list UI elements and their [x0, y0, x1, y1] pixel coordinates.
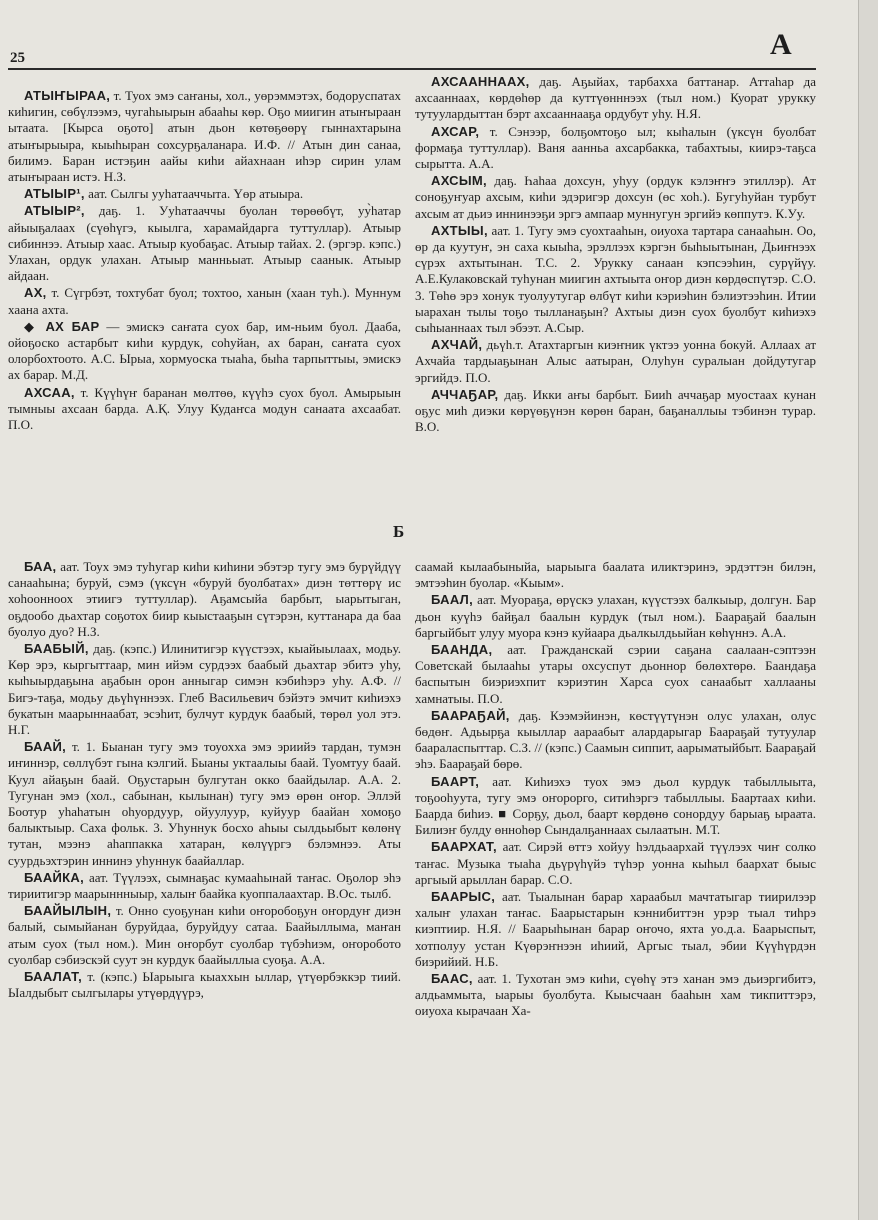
- entry-headword: АТЫЫР¹,: [24, 186, 85, 202]
- entry-headword: БАА,: [24, 559, 57, 574]
- dictionary-entry: [415, 124, 816, 173]
- entry-definition: аат. Муораҕа, өрүскэ улахан, күүстээх балкыыр, долгун. Бар дьон куүһэ байҕал баалын курдук (тыл ном.). Баараҕай баалын баргыйбыт улуу муора кэнэ куйаара дьалкылдьыйан көһүннэ. А.А.: [415, 592, 816, 640]
- entry-definition: аат. Сылгы ууһатааччыта. Үөр атыыра.: [84, 186, 304, 202]
- dictionary-entry: [8, 641, 401, 738]
- dictionary-entry: [415, 559, 816, 591]
- column-b-right: [415, 559, 816, 1021]
- dictionary-entry: [415, 971, 816, 1020]
- entry-headword: БААС,: [431, 971, 473, 987]
- entry-definition: даҕ. Кээмэйинэн, көстүүтүнэн олус улахан, олус бөдөҥ. Адьырҕа кыыллар аараабыт алардарыгар Баараҕай тутуулар баараласпыттар. С.З. // (кэпс.) Саамын сиппит, аарыматыйбыт. Баараҕай эһэ. Баараҕай бөрө.: [415, 707, 816, 772]
- dictionary-entry: [8, 870, 401, 902]
- entry-definition: аат. Киһиэхэ туох эмэ дьол курдук табыллыыта, тоҕооһуута, тугу эмэ оҥорорго, ситиһэргэ табыллыы. Баартаах киһи. Баарда биһиэ. ■ Сорҕу, дьол, баарт көрдөнө сонордуу барыаҕ ыраата. Билиэҥ булду өнноһөр Сындалҕаннаах сылаатын. М.Т.: [415, 773, 816, 838]
- dictionary-entry: [415, 173, 816, 222]
- page-number: 25: [10, 50, 25, 66]
- header-rule: [8, 68, 816, 70]
- dictionary-entry: [8, 385, 401, 434]
- entry-headword: АХСААННААХ,: [431, 74, 530, 89]
- dictionary-entry: [415, 839, 816, 888]
- entry-definition: т. (кэпс.) Ыарыыга кыаххын ыллар, үтүөрбэккэр тиий. Ыалдыбыт сылгылары утүөрдүүрэ,: [8, 969, 401, 1001]
- entry-definition: аат. Түүлээх, сымнаҕас кумааһынай таҥас. Оҕолор эһэ тириитигэр маарыннныыр, халыҥ баайка куоппалаахтар. В.Ос. тылб.: [8, 869, 401, 902]
- entry-definition: т. 1. Быанан тугу эмэ тоуохха эмэ эриийэ тардан, тумэн иҥиннэр, сөллүбэт гына кэлгий. Быаны уктаалыы баай. Туомтуу баай. Куул айаҕын баай. Оҕустарын булгутан окко баайдылар. А.А. 2. Тугунан эмэ (хол., сабынан, кылынан) тугу эмэ өрөн оҥор. Эллэй Боотур уһаһатын оһуордуур, ойуулуур, куйуур баайан хомоҕо балыктыыр. Саха фольк. 3. Уһуннук босхо аһыы сылдьыбыт көлөнү тутан, мээнэ аһаппакка хатаран, көлүүргэ бэлэмнээ. Аты суурдьэхтэрин иннинэ уһуннук баайаллар.: [8, 739, 401, 868]
- entry-headword: БААЙЫЛЫН,: [24, 903, 112, 919]
- entry-definition: даҕ. Һаһаа дохсун, уһуу (ордук кэлэҥҥэ этиллэр). Ат соноҕуҥуар ахсым, киһи эдэригэр дохсун (өс хоһ.). Бугуһуйан турбут ахсым ат дьиэ иннинээҕи эргэ ампаар муннугун эргийэ көппутэ. К.Уу.: [415, 173, 816, 221]
- dictionary-entry: [415, 774, 816, 839]
- entry-headword: АЧЧАҔАР,: [431, 386, 499, 402]
- entry-definition: дьүһ.т. Атахтаргын киэҥник үктээ уонна бокуй. Аллаах ат Ахчайа тардыаҕынан Алыс аатыран, Олуһун суралыан дойдутугар эргийдэ. П.О.: [415, 337, 816, 385]
- entry-definition: т. Сүгрбэт, тохтубат буол; тохтоо, ханын (хаан туһ.). Муннум хаана ахта.: [8, 285, 401, 317]
- entry-headword: БААНДА,: [431, 642, 493, 658]
- entry-headword: БААБЫЙ,: [24, 641, 89, 657]
- entry-headword: БААЙ,: [24, 739, 67, 755]
- dictionary-entry: [8, 203, 401, 284]
- entry-definition: т. Күүһүҥ баранан мөлтөө, күүһэ суох буол. Амырыын тымныы ахсаан барда. А.Қ. Улуу Кудаҥса модун санаата ахсаабат. П.О.: [8, 384, 401, 433]
- entry-headword: БААЙКА,: [24, 869, 85, 885]
- running-header-letter: А: [770, 28, 792, 61]
- entry-definition: аат. Гражданскай сэрии саҕана саалаан-сэптээн Советскай былааһы утары охсуспут дьоннор бөлөхтөрө. Баандаҕа баспытын биэриэхпит кэриэтин Харса суох санаабыт халлааны хамнатыы. П.О.: [415, 642, 816, 706]
- entry-definition: т. Туох эмэ саҥаны, хол., уөрэммэтэх, бодоруспатах киһигин, сөбүлээмэ, чугаһыырын абааһы көр. Оҕо миигин атыҥыраан ытаата. [Кырса оҕото] атын дьон көтөҕөөрү гыннахтарына атыҥырыыра, кыыһыран сохсурҕаланара. И.Ф. // Атын дин санаа, билимэ. Баран истэҕин аайы киһи айахнаан иһэр сирин улам атыҥыраан истэ. Н.З.: [8, 88, 401, 185]
- entry-definition: т. Сэнээр, болҕомтоҕо ыл; кыһалын (үксүн буолбат формаҕа туттуллар). Ваня аанньа ахсарбакка, табахтыы, киирэ-таҕса сырытта. А.А.: [415, 123, 816, 172]
- entry-headword: АХ,: [24, 285, 47, 301]
- entry-headword: БААРТ,: [431, 773, 480, 789]
- entry-definition: саамай кылаабыныйа, ыарыыга баалата иликтэринэ, эрдэттэн билэн, эмтээһин буолар. «Кыым».: [415, 559, 816, 591]
- dictionary-entry: [415, 74, 816, 123]
- entry-definition: даҕ. (кэпс.) Илинитигэр күүстээх, кыайыылаах, модьу. Көр эрэ, кыргыттаар, мин ийэм сурдээх баабый дьахтар эбитэ уһу, кыһыырдаҕына аҕабын орон анныгар симэн кэбиһэрэ уһу. А.Ф. // Бигэ-таҕа, модьу дьүһүннээх. Глеб Васильевич бэйэтэ эмчит киһиэхэ букатын маарыннаабат, эсэһит, булчут курдук баабый, төрөл уол этэ. Н.Г.: [8, 641, 401, 738]
- entry-definition: аат. Тоух эмэ туһугар киһи киһини эбэтэр тугу эмэ бурүйдүү санааһына; буруй, сэмэ (үксүн «буруй буолбатах» диэн төттөрү ис хоһоонноох этиигэ туттуллар). Аҕамсыйа барбыт, ыарытыган, оҕдообо дьахтар соҕотох биир кыыстааҕын сүтэрэн, куттанара да баа буолуо дуо? Н.З.: [8, 559, 401, 639]
- dictionary-entry: [8, 319, 401, 384]
- entry-headword: БААРАҔАЙ,: [431, 707, 510, 723]
- entry-headword: АХСАА,: [24, 384, 75, 400]
- entry-headword: АХЧАЙ,: [431, 337, 483, 353]
- dictionary-entry: [8, 186, 401, 202]
- entry-headword: АХТЫЫ,: [431, 222, 488, 238]
- entry-definition: даҕ. Аҕыйах, тарбахха баттанар. Аттаһар да ахсааннаах, көрдөһөр да куттүөнннээх (тыл ном.) Куорат урукку тутуулардыттан бэрт ахсааннааҕа ордубут уһу. Н.Я.: [415, 74, 816, 122]
- dictionary-entry: [8, 559, 401, 640]
- column-a-right: [415, 74, 816, 436]
- entry-definition: — эмискэ саҥата суох бар, им-ньим буол. Дааба, ойоҕоско астарбыт киһи курдук, соһуйан, ах баран, саҥата суох олорбохтоото. А.С. Ырыа, хормуоска тыаһа, быһа тарпыттыы, эмискэ ах барар. М.Д.: [8, 318, 402, 383]
- entry-headword: БААРХАТ,: [431, 839, 497, 855]
- dictionary-entry: [415, 889, 816, 970]
- dictionary-entry: [8, 969, 401, 1001]
- entry-headword: АХСАР,: [431, 123, 480, 139]
- dictionary-entry: [8, 903, 401, 968]
- entry-definition: даҕ. 1. Ууһатааччы буолан төрөөбүт, уу̀һатар айыыҕалаах (сүөһүгэ, кыылга, харамайдарга туттуллар). Атыыр сибиннээ. Атыыр хаас. Атыыр куобаҕас. Атыыр тайах. 2. (эргэр. кэпс.) Улахан, ордук улахан. Атыыр манньыат. Атыыр саанык. Атыыр айдаан.: [8, 203, 401, 284]
- dictionary-entry: [415, 592, 816, 641]
- entry-headword: АТЫҤЫРАА,: [24, 88, 111, 103]
- entry-definition: аат. Тыалынан барар хараабыл мачтатыгар тиирилээр халыҥ улахан таҥас. Баарыстарын кэннибиттэн урэр тыал тиһрэ киэптиир. Н.Я. // Баарыһынан барар оҥочо, яхта уо.д.а. Баарыспыт, хотполуу устан Күөрэҥнээн иһиий, Аргыс тыал, эбии Күүһүрдэн биэрийий. Н.Б.: [415, 889, 816, 969]
- entry-headword: БААЛАТ,: [24, 969, 82, 985]
- entry-definition: т. Онно суоҕунан киһи оҥоробоҕун оҥордуҥ диэн балый, сымыйанан буруйдаа, буруйдуу сатаа. Баайыллыма, маҥан атым суох (тыл ном.). Мин оҥорбут суолбар түбэһиэм, оҥоробото суолбар сэбиэскэй суут эн курдук баайыллыа суоҕа. А.А.: [8, 903, 401, 967]
- entry-headword: БААЛ,: [431, 592, 474, 608]
- dictionary-entry: [415, 708, 816, 773]
- entry-headword: АТЫЫР²,: [24, 203, 85, 219]
- entry-headword: АХСЫМ,: [431, 173, 487, 189]
- entry-headword: БААРЫС,: [431, 889, 496, 905]
- entry-definition: даҕ. Икки аҥы барбыт. Бииһ аччаҕар муостаах кунан оҕус миһ диэки көрүөҕүнэн көрөн баран, баҕаналлыы тэбинэн турар. В.О.: [415, 386, 816, 435]
- dictionary-entry: [8, 285, 401, 317]
- column-b-left: [8, 559, 401, 1002]
- dictionary-entry: [415, 387, 816, 436]
- dictionary-entry: [8, 739, 401, 869]
- section-letter-b: Б: [393, 522, 405, 541]
- dictionary-entry: [415, 642, 816, 707]
- column-a-left: [8, 88, 401, 434]
- dictionary-entry: [415, 223, 816, 336]
- entry-definition: аат. 1. Тугу эмэ суохтааһын, оиуоха тартара санааһын. Оо, өр да куутуҥ, эн саха кыыһа, эрэллээх кэргэн быһыытынан, Дьиҥнээх сүрэх ахтытынан. Т.С. 2. Урукку санаан кэпсээһин, сурүйүу. А.Е.Кулаковскай туһунан миигин ахтыыта оҥор диэн көрдөспүтэр. С.О. 3. Төһө эрэ хонук туолуутугар өлбүт киһи кэриэһин бэлиэтээһин. Итии ыарахан тылы тоҕо тылланаҕын? Ахтыы диэн суох буолбут киһиэхэ сыһыаннаах тыл эбээт. А.Сыр.: [415, 222, 816, 336]
- dictionary-entry: [8, 88, 401, 185]
- dictionary-entry: [415, 337, 816, 386]
- entry-definition: аат. Сирэй өттэ хойуу һэлдьаархай түүлээх чиҥ солко таҥас. Музыка тыаһа дьүрүһүйэ түһэр уонна кыһыл баархат быыс аргыый арыллан барар. С.О.: [415, 839, 816, 887]
- entry-headword: ◆ АХ БАР: [24, 318, 100, 334]
- entry-definition: аат. 1. Тухотан эмэ киһи, сүөһү этэ ханан эмэ дьиэргибитэ, алдьаммыта, ыарыы буолбута. Кыысчаан бааһын хам тикпиттэрэ, оиуоха кырачаан Ха-: [415, 971, 816, 1019]
